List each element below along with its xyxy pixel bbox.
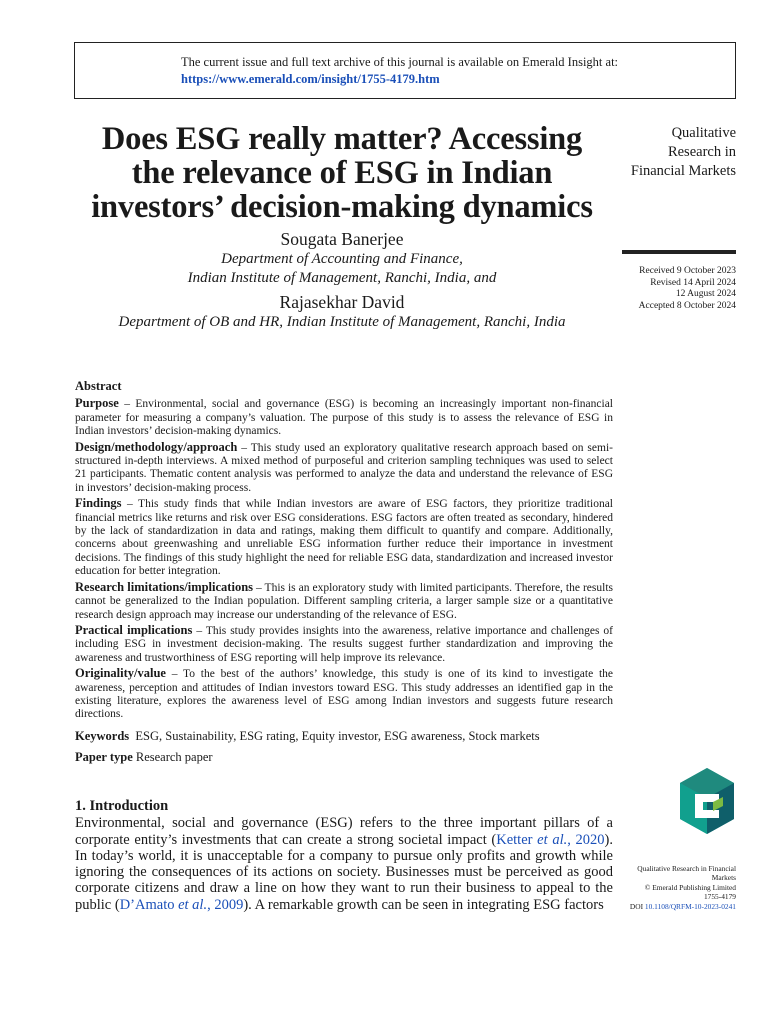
date-received: Received 9 October 2023 (639, 266, 736, 276)
limitations-label: Research limitations/implications (75, 579, 254, 594)
received-dates (639, 266, 736, 312)
title-line-1: Does ESG really matter? Accessing (101, 121, 583, 157)
abstract-heading: Abstract (75, 379, 122, 393)
findings-text: – This study finds that while Indian investors are aware of ESG factors, they prioritize traditional financial metrics like returns and risk over ESG considerations. ESG factors are often treated as secondary, hindered by the lack of standardization in data and ratings, making them difficult to quantify and compare. Additionally, concerns about greenwashing and unreliable ESG information further reduce their importance in investment decisions. The findings of this study highlight the need for reliable ESG data, standardization and increased investor education for better integration. (75, 498, 613, 578)
paper-type-text: Research paper (135, 750, 213, 765)
title-line-3: investors’ decision-making dynamics (91, 189, 593, 225)
citation-ketter-year: , 2020 (567, 831, 605, 848)
abstract-limitations (75, 581, 613, 622)
archive-notice-text: The current issue and full text archive of this journal is available on Emerald Insight at: (181, 55, 619, 69)
originality-label: Originality/value (75, 666, 166, 681)
date-accepted: Accepted 8 October 2024 (638, 300, 736, 311)
citation-damato-year: , 2009 (207, 896, 244, 913)
doi-label: DOI (629, 901, 645, 911)
citation-damato[interactable] (120, 897, 244, 913)
author-name-1: Sougata Banerjee (280, 229, 404, 249)
purpose-label: Purpose (75, 396, 119, 411)
keywords-label: Keywords (75, 728, 130, 743)
intro-text-3: ). A remarkable growth can be seen in integrating ESG factors (243, 896, 604, 913)
affiliation-1-line-2: Indian Institute of Management, Ranchi, India, and (187, 270, 497, 286)
date-revised-2: 12 August 2024 (675, 289, 736, 299)
introduction-heading: 1. Introduction (75, 798, 169, 814)
pubinfo-doi (606, 902, 736, 911)
citation-damato-author: D’Amato (119, 896, 179, 913)
intro-text-2: ). In today’s world, it is unacceptable for a company to pursue only profits and growth while ignoring the consequences of its actions on society. Businesses must be perceived as good corporate citizens and draw a line on how they want to run their business to appeal to the public ( (75, 831, 614, 913)
author-affiliation-1 (74, 250, 610, 288)
citation-ketter[interactable] (496, 832, 604, 848)
date-revised-1: Revised 14 April 2024 (650, 277, 736, 288)
design-label: Design/methodology/approach (75, 439, 238, 454)
journal-line-1: Qualitative (671, 125, 736, 141)
abstract-design (75, 441, 613, 496)
introduction-paragraph (75, 815, 613, 913)
affiliation-1-line-1: Department of Accounting and Finance, (221, 251, 463, 267)
intro-text-1: Environmental, social and governance (ESG) refers to the three important pillars of a corporate entity’s investments that can create a strong societal impact ( (75, 815, 613, 848)
emerald-logo-icon (677, 766, 737, 836)
pubinfo-journal-line-1: Qualitative Research in Financial (637, 864, 736, 873)
practical-text: – This study provides insights into the awareness, relative importance and challenges of including ESG in investment decision-making. The results suggest further standardization and improving the awareness and trustworthiness of ESG reporting will help improve its relevance. (75, 624, 613, 664)
archive-notice-link[interactable]: https://www.emerald.com/insight/1755-4179.htm (181, 72, 440, 86)
limitations-text: – This is an exploratory study with limited participants. Therefore, the results cannot be generalized to the Indian population. Different sampling criteria, a larger sample size or a quantitative research design approach may increase our understanding of the relevance of ESG. (75, 581, 613, 621)
archive-notice-box (74, 42, 736, 99)
citation-damato-etal: et al. (178, 896, 208, 913)
pubinfo-issn: 1755-4179 (703, 892, 736, 902)
citation-ketter-author: Ketter (496, 831, 538, 848)
paper-title (74, 122, 610, 224)
introduction-section (75, 798, 613, 913)
abstract-purpose (75, 397, 613, 438)
journal-rule (622, 250, 736, 254)
author-affiliation-2: Department of OB and HR, Indian Institute of Management, Ranchi, India (118, 314, 566, 330)
pubinfo-copyright: © Emerald Publishing Limited (644, 882, 736, 892)
abstract-findings (75, 497, 613, 578)
abstract-practical (75, 624, 613, 665)
title-line-2: the relevance of ESG in Indian (131, 155, 553, 191)
paper-type-label: Paper type (75, 750, 133, 765)
abstract-section (75, 380, 613, 767)
findings-label: Findings (75, 496, 122, 511)
design-text: – This study used an exploratory qualitative research approach based on semi-structured in-depth interviews. A mixed method of purposeful and criterion sampling techniques was used to select 21 participants. Thematic content analysis was performed to analyze the data and understand the relevance of ESG in investors’ decision-making process. (75, 441, 613, 494)
originality-text: – To the best of the authors’ knowledge, this study is one of its kind to investigate the awareness, perception and attitudes of Indian investors toward ESG. This study addresses an identified gap in the existing literature, explores the awareness level of ESG among Indian investors and suggests future research directions. (75, 668, 613, 721)
keywords (75, 730, 613, 743)
purpose-text: – Environmental, social and governance (ESG) is becoming an increasingly important non-financial parameter for measuring a company’s valuation. The purpose of this study is to assess the relevance of ESG in Indian investors’ decision-making dynamics. (75, 398, 613, 438)
pubinfo-journal-line-2: Markets (711, 873, 736, 883)
doi-link[interactable]: 10.1108/QRFM-10-2023-0241 (644, 901, 736, 911)
practical-label: Practical implications (75, 622, 193, 637)
journal-line-3: Financial Markets (630, 163, 736, 179)
journal-name (596, 124, 736, 181)
publication-info (606, 864, 736, 911)
citation-ketter-etal: et al. (537, 831, 568, 848)
author-name-2: Rajasekhar David (279, 292, 405, 312)
paper-type (75, 751, 613, 764)
abstract-originality (75, 667, 613, 722)
keywords-text: ESG, Sustainability, ESG rating, Equity investor, ESG awareness, Stock markets (135, 728, 540, 743)
journal-line-2: Research in (667, 144, 736, 160)
